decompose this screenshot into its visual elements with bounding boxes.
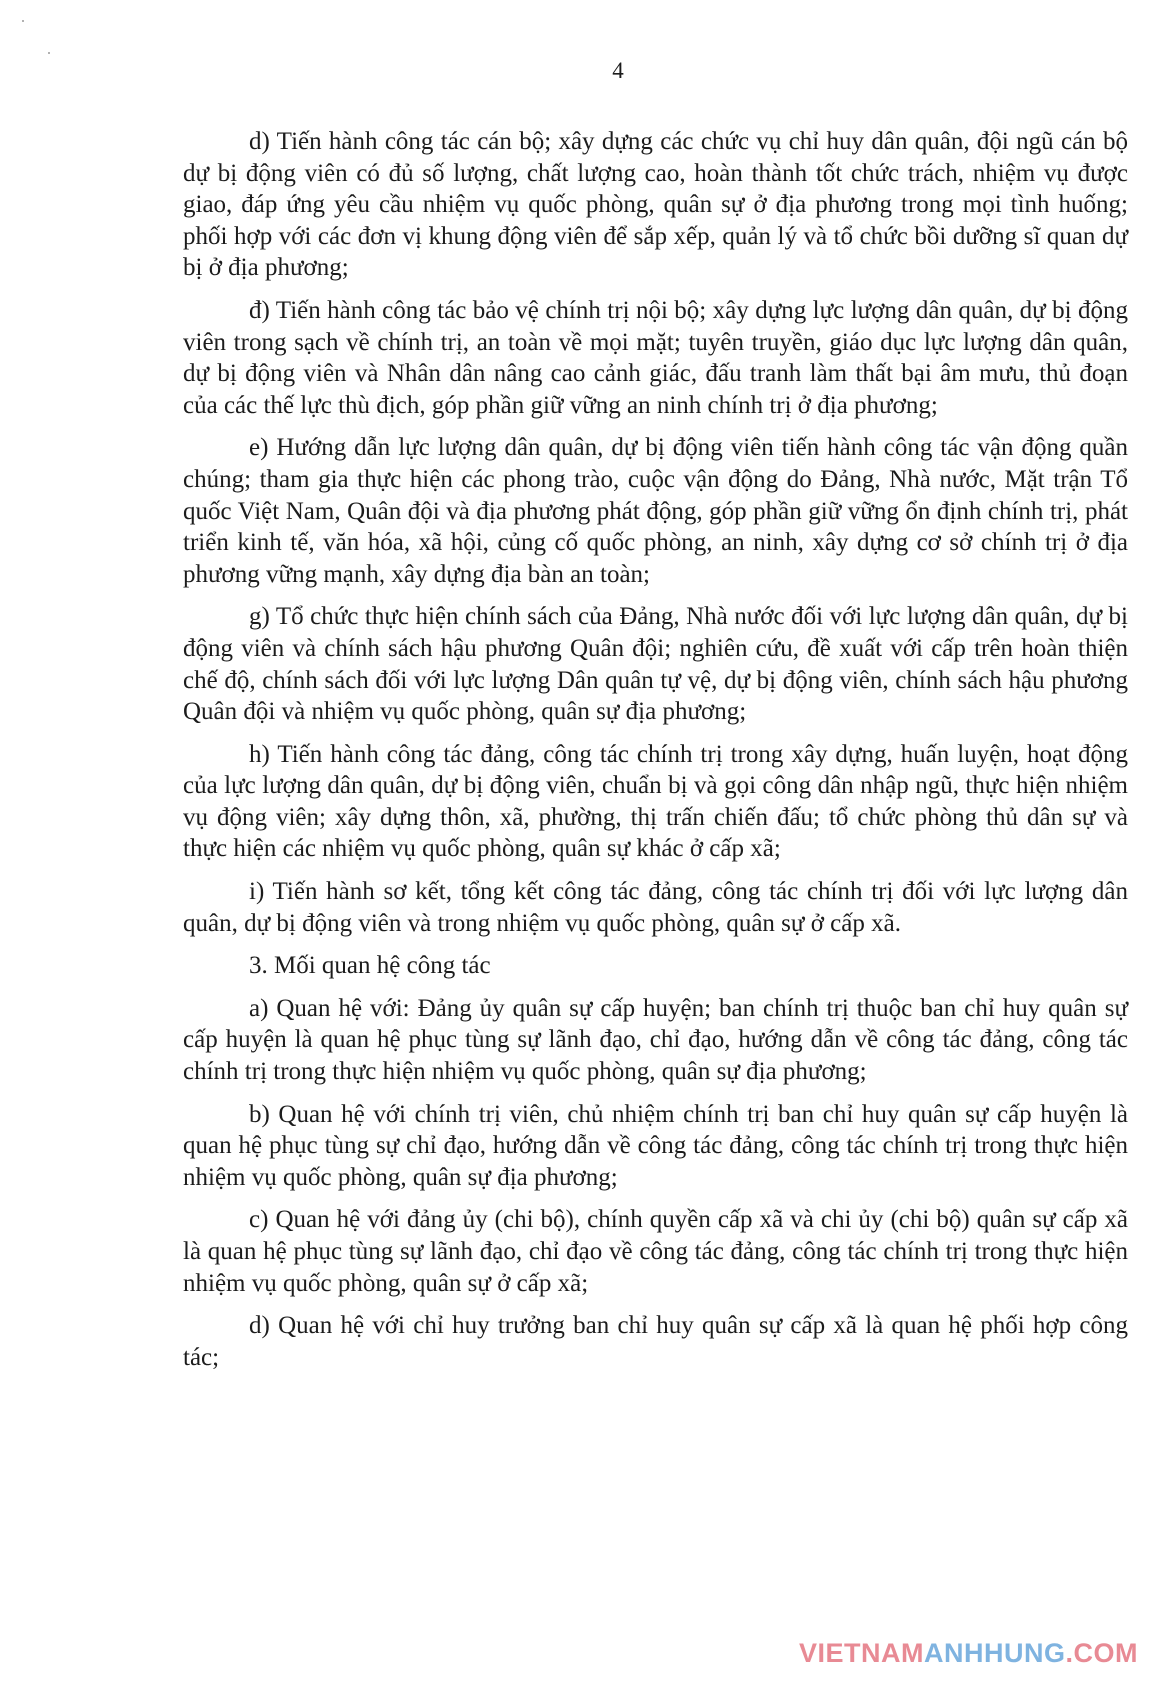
scan-speck [48, 52, 50, 54]
paragraph-d-cadre-work: d) Tiến hành công tác cán bộ; xây dựng các chức vụ chỉ huy dân quân, đội ngũ cán bộ dự bị động viên có đủ số lượng, chất lượng cao, hoàn thành tốt chức trách, nhiệm vụ được giao, đáp ứng yêu cầu nhiệm vụ quốc phòng, quân sự ở địa phương trong mọi tình huống; phối hợp với các đơn vị khung động viên để sắp xếp, quản lý và tổ chức bồi dưỡng sĩ quan dự bị ở địa phương; [183, 128, 1128, 282]
paragraph-a-relation-district-committee: a) Quan hệ với: Đảng ủy quân sự cấp huyện; ban chính trị thuộc ban chỉ huy quân sự cấp huyện là quan hệ phục tùng sự lãnh đạo, chỉ đạo, hướng dẫn về công tác đảng, công tác chính trị trong thực hiện nhiệm vụ quốc phòng, quân sự địa phương; [183, 994, 1128, 1086]
page-number: 4 [612, 58, 624, 83]
paragraph-d-relation-commune-commander: d) Quan hệ với chỉ huy trưởng ban chỉ huy quân sự cấp xã là quan hệ phối hợp công tác; [183, 1312, 1128, 1371]
paragraph-dd-internal-political-protection: đ) Tiến hành công tác bảo vệ chính trị nội bộ; xây dựng lực lượng dân quân, dự bị động viên trong sạch về chính trị, an toàn về mọi mặt; tuyên truyền, giáo dục lực lượng dân quân, dự bị động viên và Nhân dân nâng cao cảnh giác, đấu tranh làm thất bại âm mưu, thủ đoạn của các thế lực thù địch, góp phần giữ vững an ninh chính trị ở địa phương; [183, 296, 1128, 419]
section-heading-working-relations: 3. Mối quan hệ công tác [249, 952, 491, 980]
scan-speck [22, 20, 24, 22]
paragraph-c-relation-commune-party: c) Quan hệ với đảng ủy (chi bộ), chính quyền cấp xã và chi ủy (chi bộ) quân sự cấp xã là quan hệ phục tùng sự lãnh đạo, chỉ đạo về công tác đảng, công tác chính trị trong thực hiện nhiệm vụ quốc phòng, quân sự ở cấp xã; [183, 1206, 1128, 1297]
watermark-part-com: .COM [1065, 1638, 1138, 1668]
paragraph-i-review-summary: i) Tiến hành sơ kết, tổng kết công tác đảng, công tác chính trị đối với lực lượng dân quân, dự bị động viên và trong nhiệm vụ quốc phòng, quân sự ở cấp xã. [183, 878, 1128, 937]
watermark-logo [799, 1638, 1138, 1669]
paragraph-e-mass-mobilization: e) Hướng dẫn lực lượng dân quân, dự bị động viên tiến hành công tác vận động quần chúng; tham gia thực hiện các phong trào, cuộc vận động do Đảng, Nhà nước, Mặt trận Tổ quốc Việt Nam, Quân đội và địa phương phát động, góp phần giữ vững ổn định chính trị, phát triển kinh tế, văn hóa, xã hội, củng cố quốc phòng, an ninh, xây dựng cơ sở chính trị ở địa phương vững mạnh, xây dựng địa bàn an toàn; [183, 434, 1128, 588]
paragraph-b-relation-political-commissar: b) Quan hệ với chính trị viên, chủ nhiệm chính trị ban chỉ huy quân sự cấp huyện là quan hệ phục tùng sự chỉ đạo, hướng dẫn về công tác đảng, công tác chính trị trong thực hiện nhiệm vụ quốc phòng, quân sự địa phương; [183, 1100, 1128, 1191]
watermark-part-anhhung: ANHHUNG [924, 1638, 1066, 1668]
document-body [183, 126, 1128, 1384]
paragraph-g-policy-implementation: g) Tổ chức thực hiện chính sách của Đảng, Nhà nước đối với lực lượng dân quân, dự bị động viên và chính sách hậu phương Quân đội; nghiên cứu, đề xuất với cấp trên hoàn thiện chế độ, chính sách đối với lực lượng Dân quân tự vệ, dự bị động viên, chính sách hậu phương Quân đội và nhiệm vụ quốc phòng, quân sự địa phương; [183, 603, 1128, 726]
watermark-part-vietnam: VIETNAM [799, 1638, 924, 1668]
paragraph-h-party-political-work: h) Tiến hành công tác đảng, công tác chính trị trong xây dựng, huấn luyện, hoạt động của lực lượng dân quân, dự bị động viên, chuẩn bị và gọi công dân nhập ngũ, thực hiện nhiệm vụ động viên; xây dựng thôn, xã, phường, thị trấn chiến đấu; tổ chức phòng thủ dân sự và thực hiện các nhiệm vụ quốc phòng, quân sự khác ở cấp xã; [183, 740, 1128, 863]
